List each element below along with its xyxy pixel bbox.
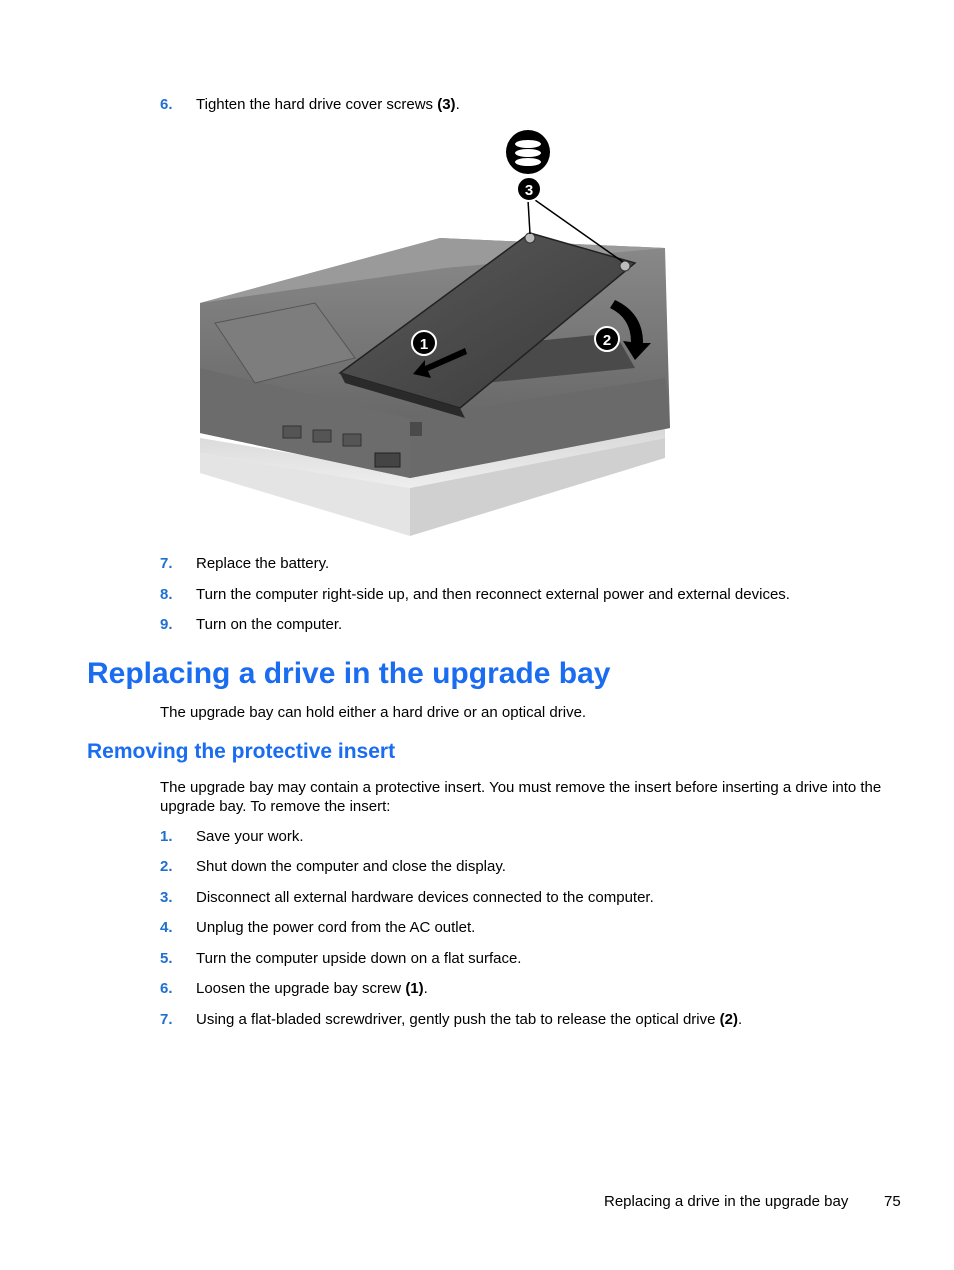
screw-icon (620, 261, 630, 271)
step-number: 8. (160, 586, 173, 603)
subsection-heading: Removing the protective insert (87, 740, 396, 763)
step-number: 9. (160, 616, 173, 633)
step-text: Turn on the computer. (196, 616, 343, 633)
callout-badge-3 (517, 177, 541, 201)
laptop-illustration (195, 128, 680, 538)
usb-port-icon (343, 434, 361, 446)
hard-drive-icon (506, 130, 550, 174)
step-number: 6. (160, 980, 173, 997)
step-text: Shut down the computer and close the display. (196, 858, 506, 875)
callout-badge-2 (595, 327, 619, 351)
screw-icon (525, 233, 535, 243)
svg-text:3: 3 (524, 182, 534, 199)
svg-text:1: 1 (419, 336, 429, 353)
step-number: 6. (160, 96, 173, 113)
step-text: Unplug the power cord from the AC outlet. (196, 919, 476, 936)
step-number: 3. (160, 889, 173, 906)
step-text: Replace the battery. (196, 555, 330, 572)
step-text: Using a flat-bladed screwdriver, gently push the tab to release the optical drive (2). (196, 1011, 743, 1028)
step-number: 1. (160, 828, 173, 845)
callout-badge-1 (412, 331, 436, 355)
callout-ref: (2) (719, 1011, 738, 1028)
svg-text:2: 2 (602, 332, 612, 349)
step-text: Loosen the upgrade bay screw (1). (196, 980, 428, 997)
step-text: Save your work. (196, 828, 304, 845)
step-text: Tighten the hard drive cover screws (3). (196, 96, 460, 113)
section-heading: Replacing a drive in the upgrade bay (87, 657, 611, 690)
step-number: 4. (160, 919, 173, 936)
subsection-intro: The upgrade bay may contain a protective insert. You must remove the insert before inserting a drive into the upgrade bay. To remove the insert: (160, 779, 882, 815)
usb-port-icon (313, 430, 331, 442)
step-text: Disconnect all external hardware devices connected to the computer. (196, 889, 654, 906)
step-number: 7. (160, 555, 173, 572)
callout-ref: (1) (405, 980, 424, 997)
step-number: 7. (160, 1011, 173, 1028)
step-number: 2. (160, 858, 173, 875)
section-intro: The upgrade bay can hold either a hard drive or an optical drive. (160, 704, 587, 721)
hard-drive-cover-figure (195, 128, 680, 538)
callout-ref: (3) (437, 96, 456, 113)
page-number: 75 (884, 1193, 901, 1210)
step-number: 5. (160, 950, 173, 967)
step-text: Turn the computer right-side up, and then reconnect external power and external devices. (196, 586, 790, 603)
port-icon (375, 453, 400, 467)
usb-port-icon (283, 426, 301, 438)
step-text: Turn the computer upside down on a flat surface. (196, 950, 522, 967)
footer-title: Replacing a drive in the upgrade bay (604, 1193, 849, 1210)
